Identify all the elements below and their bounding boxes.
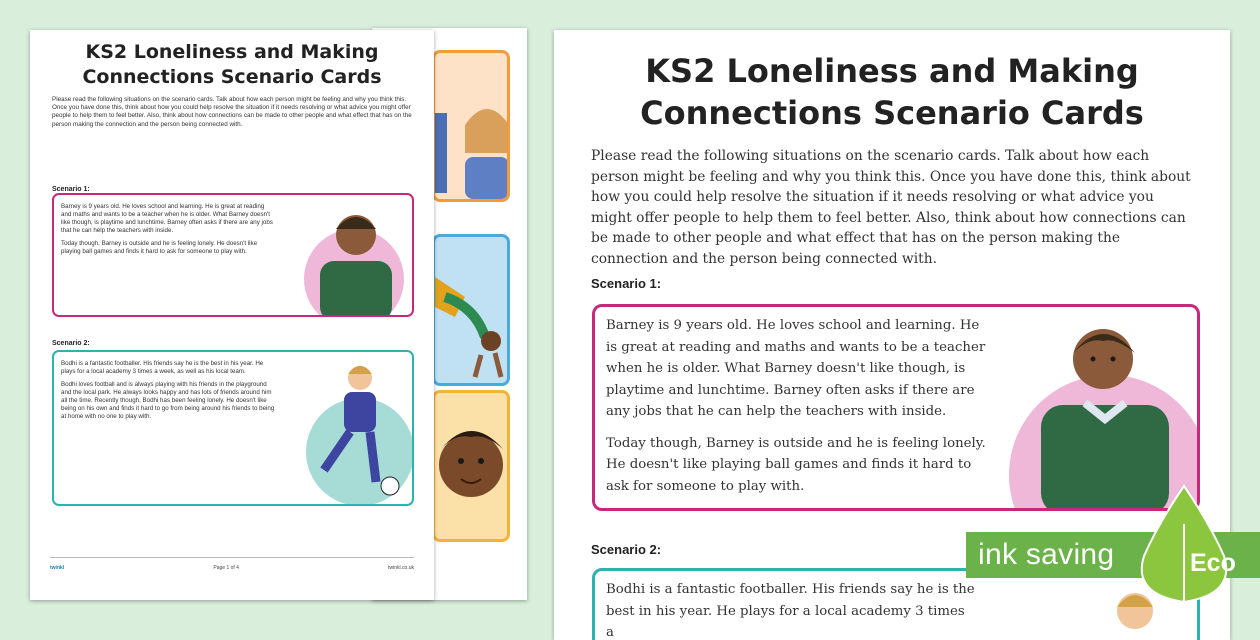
footer-site: twinkl.co.uk [388,565,414,571]
preview-scenario1-p1: Barney is 9 years old. He loves school and learning. He is great at reading and maths and wants to be a teacher when he is older. What Barney doesn't like though, is playtime and lunchtime. Barney often asks if there are any jobs that he can help the teachers with inside. [61,203,273,234]
preview-scenario2-label: Scenario 2: [52,340,90,347]
preview-intro: Please read the following situations on the scenario cards. Talk about how each person might be feeling and why you think this. Once you have done this, think about how you could help resolve the situation if it needs resolving or what advice you might offer people to help them to feel better. Also, think about how connections can be made to other people and what effect that has on the person making the connection and the person being connected with. [52,96,412,128]
scenario1-paragraph-1: Barney is 9 years old. He loves school and learning. He is great at reading and maths and wants to be a teacher when he is older. What Barney doesn't like though, is playtime and lunchtime. Barney often asks if there are any jobs that he can help the teachers with inside. [606,318,986,419]
preview-scenario2-card [52,350,414,506]
back-card-yellow [432,390,510,542]
footer-page-number: Page 1 of 4 [213,565,239,571]
scenario1-paragraph-2: Today though, Barney is outside and he is feeling lonely. He doesn't like playing ball games and finds it hard to ask for someone to play with. [606,435,986,494]
preview-scenario2-p2: Bodhi loves football and is always playing with his friends in the playground and the local park. He always looks happy and has lots of friends around him all the time. Recently though, Bodhi has been feeling lonely. He doesn't like being on his own and finds it hard to go from being around his friends to being at home with no one to play with. [61,381,275,420]
preview-scenario1-card [52,193,414,317]
child-illustration-girl [435,53,507,199]
ink-saving-eco-badge [966,484,1260,614]
eco-label: Eco [1190,549,1236,577]
scenario2-label: Scenario 2: [591,542,662,557]
footer-brand-logo: twinkl [50,565,65,571]
preview-scenario1-p2: Today though, Barney is outside and he is feeling lonely. He doesn't like playing ball games and finds it hard to ask for someone to play with. [61,240,258,255]
preview-worksheet-page [30,30,434,600]
preview-footer [50,557,414,578]
preview-scenario2-p1: Bodhi is a fantastic footballer. His friends say he is the best in his year. He plays for a local academy 3 times a week, as well as his local team. [61,360,264,375]
preview-title: KS2 Loneliness and Making Connections Scenario Cards [82,41,382,88]
back-card-orange [432,50,510,202]
ink-saving-label: ink saving [978,538,1115,571]
scenario1-label: Scenario 1: [591,276,662,291]
preview-scenario1-label: Scenario 1: [52,186,90,193]
page-title: KS2 Loneliness and Making Connections Scenario Cards [640,52,1144,132]
back-card-blue [432,234,510,386]
intro-paragraph: Please read the following situations on the scenario cards. Talk about how each person might be feeling and why you think this. Once you have done this, think about how you could help resolve the situation if it needs resolving or what advice you might offer people to help them to feel better. Also, think about how connections can be made to other people and what effect that has on the person making the connection and the person being connected with. [591,148,1191,267]
child-illustration-cartwheel [435,237,507,383]
scenario2-paragraph-1: Bodhi is a fantastic footballer. His friends say he is the best in his year. He plays for a local academy 3 times a [606,582,975,640]
scenario1-card [592,304,1200,511]
child-illustration-boy [435,393,507,539]
